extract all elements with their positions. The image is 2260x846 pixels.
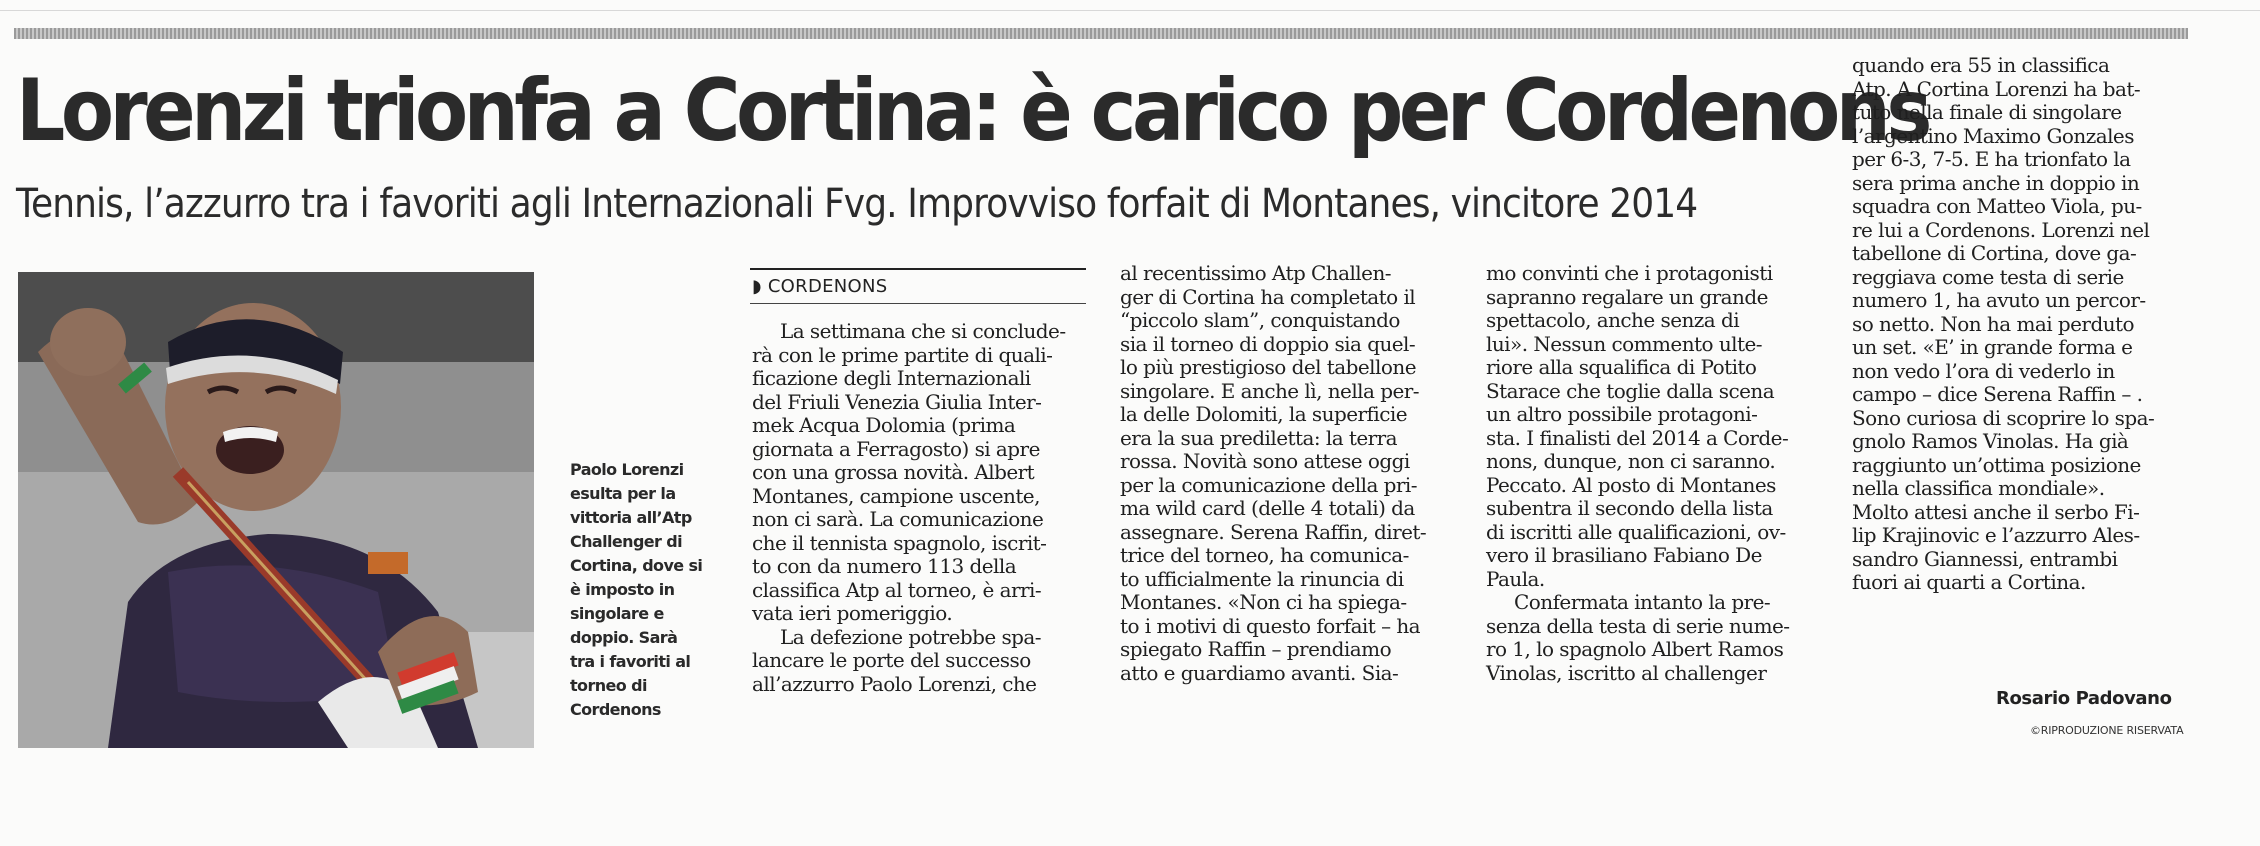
article-text-line: sera prima anche in doppio in [1852, 170, 2140, 195]
article-column-4 [1852, 54, 2192, 595]
article-text-line: tuto nella finale di singolare [1852, 100, 2122, 124]
article-text-line: rà con le prime partite di quali- [752, 342, 1053, 367]
caption-line: Cordenons [570, 700, 661, 719]
article-text-line: che il tennista spagnolo, iscrit- [752, 530, 1047, 555]
article-text-line: Montanes, campione uscente, [752, 483, 1040, 508]
article-text-line: non ci sarà. La comunicazione [752, 507, 1044, 531]
article-text-line: rossa. Novità sono attese oggi [1120, 449, 1410, 473]
article-text-line: mo convinti che i protagonisti [1486, 261, 1773, 285]
article-text-line: vata ieri pomeriggio. [752, 601, 953, 625]
article-text-line: La defezione potrebbe spa- [780, 624, 1042, 649]
section-rule [14, 28, 2188, 39]
article-text-line: lip Krajinovic e l’azzurro Ales- [1852, 523, 2140, 547]
article-text-line: Sono curiosa di scoprire lo spa- [1852, 405, 2155, 430]
article-text-line: assegnare. Serena Raffin, diret- [1120, 519, 1427, 544]
article-text-line: del Friuli Venezia Giulia Inter- [752, 389, 1042, 414]
article-text-line: so netto. Non ha mai perduto [1852, 311, 2135, 336]
copyright-notice: ©RIPRODUZIONE RISERVATA [2030, 724, 2184, 737]
kicker-rule-bottom [750, 303, 1086, 304]
article-text-line: Paula. [1486, 566, 1545, 591]
article-text-line: non vedo l’ora di vederlo in [1852, 358, 2115, 383]
caption-line: doppio. Sarà [570, 628, 678, 647]
article-text-line: La settimana che si conclude- [780, 319, 1066, 343]
article-text-line: gnolo Ramos Vinolas. Ha già [1852, 429, 2129, 453]
article-text-line: senza della testa di serie nume- [1486, 613, 1790, 638]
article-text-line: nons, dunque, non ci saranno. [1486, 449, 1776, 473]
article-text-line: to ufficialmente la rinuncia di [1120, 566, 1404, 591]
article-text-line: sia il torneo di doppio sia quel- [1120, 331, 1416, 356]
article-text-line: sapranno regalare un grande [1486, 284, 1768, 309]
caption-line: torneo di [570, 676, 647, 695]
article-text-line: subentra il secondo della lista [1486, 496, 1773, 520]
article-text-line: spiegato Raffin – prendiamo [1120, 637, 1392, 661]
article-text-line: un set. «E’ in grande forma e [1852, 335, 2133, 359]
article-text-line: raggiunto un’ottima posizione [1852, 452, 2141, 477]
article-text-line: Molto attesi anche il serbo Fi- [1852, 499, 2140, 524]
article-text-line: classifica Atp al torneo, è arri- [752, 577, 1042, 602]
article-text-line: atto e guardiamo avanti. Sia- [1120, 660, 1399, 685]
article-text-line: reggiava come testa di serie [1852, 264, 2124, 289]
caption-line: Paolo Lorenzi [570, 460, 684, 479]
article-text-line: Confermata intanto la pre- [1514, 590, 1771, 614]
article-text-line: Atp. A Cortina Lorenzi ha bat- [1852, 76, 2141, 101]
article-text-line: di iscritti alle qualificazioni, ov- [1486, 519, 1786, 544]
article-text-line: la delle Dolomiti, la superficie [1120, 402, 1407, 426]
article-text-line: re lui a Cordenons. Lorenzi nel [1852, 217, 2150, 242]
author-byline: Rosario Padovano [1996, 688, 2172, 709]
kicker-rule-top [750, 268, 1086, 270]
article-text-line: quando era 55 in classifica [1852, 53, 2110, 77]
article-text-line: fuori ai quarti a Cortina. [1852, 570, 2086, 594]
article-text-line: mek Acqua Dolomia (prima [752, 413, 1016, 437]
article-text-line: Vinolas, iscritto al challenger [1486, 660, 1767, 685]
article-photo [18, 272, 534, 748]
caption-line: Cortina, dove si [570, 556, 703, 575]
article-text-line: lo più prestigioso del tabellone [1120, 355, 1416, 379]
dateline-kicker [752, 276, 888, 298]
article-text-line: Peccato. Al posto di Montanes [1486, 472, 1776, 497]
article-text-line: ma wild card (delle 4 totali) da [1120, 496, 1415, 520]
kicker-text: CORDENONS [767, 276, 888, 297]
article-text-line: nella classifica mondiale». [1852, 476, 2105, 500]
article-text-line: vero il brasiliano Fabiano De [1486, 543, 1762, 567]
photo-caption [570, 458, 703, 722]
article-text-line: ficazione degli Internazionali [752, 366, 1031, 390]
article-text-line: to con da numero 113 della [752, 554, 1017, 578]
article-column-1 [752, 320, 1090, 696]
article-subheadline: Tennis, l’azzurro tra i favoriti agli Internazionali Fvg. Improvviso forfait di Montanes, vincitore 2014 [16, 181, 1698, 227]
article-text-line: lancare le porte del successo [752, 648, 1031, 672]
article-text-line: all’azzurro Paolo Lorenzi, che [752, 671, 1037, 696]
article-text-line: singolare. E anche lì, nella per- [1120, 378, 1419, 403]
article-text-line: un altro possibile protagoni- [1486, 402, 1758, 426]
caption-line: è imposto in [570, 580, 675, 599]
article-text-line: Starace che toglie dalla scena [1486, 378, 1775, 403]
article-text-line: squadra con Matteo Viola, pu- [1852, 194, 2142, 218]
article-text-line: numero 1, ha avuto un percor- [1852, 288, 2146, 312]
page-edge-line [0, 10, 2260, 11]
article-text-line: to i motivi di questo forfait – ha [1120, 613, 1421, 638]
caption-line: esulta per la [570, 484, 676, 503]
article-text-line: “piccolo slam”, conquistando [1120, 308, 1400, 332]
caption-line: Challenger di [570, 532, 683, 551]
article-text-line: per la comunicazione della pri- [1120, 472, 1417, 497]
article-text-line: tabellone di Cortina, dove ga- [1852, 241, 2137, 265]
article-text-line: al recentissimo Atp Challen- [1120, 261, 1391, 285]
article-text-line: sandro Giannessi, entrambi [1852, 546, 2118, 571]
caption-line: vittoria all’Atp [570, 508, 692, 527]
article-text-line: spettacolo, anche senza di [1486, 308, 1740, 332]
article-text-line: ger di Cortina ha completato il [1120, 284, 1416, 309]
article-text-line: lui». Nessun commento ulte- [1486, 331, 1762, 356]
article-column-2 [1120, 262, 1460, 685]
article-text-line: era la sua prediletta: la terra [1120, 425, 1398, 450]
article-text-line: riore alla squalifica di Potito [1486, 355, 1757, 379]
article-headline: Lorenzi trionfa a Cortina: è carico per Cordenons [16, 61, 1928, 161]
article-text-line: con una grossa novità. Albert [752, 460, 1035, 484]
article-text-line: ro 1, lo spagnolo Albert Ramos [1486, 637, 1784, 661]
article-text-line: giornata a Ferragosto) si apre [752, 436, 1040, 461]
article-text-line: l’argentino Maximo Gonzales [1852, 123, 2134, 148]
kicker-marker-icon: ◗ [752, 276, 768, 297]
article-text-line: per 6-3, 7-5. E ha trionfato la [1852, 147, 2131, 171]
caption-line: tra i favoriti al [570, 652, 691, 671]
article-text-line: Montanes. «Non ci ha spiega- [1120, 590, 1407, 614]
article-text-line: sta. I finalisti del 2014 a Corde- [1486, 425, 1789, 450]
photo-tennis-player-celebrating [18, 272, 534, 748]
article-column-3 [1486, 262, 1826, 685]
article-text-line: trice del torneo, ha comunica- [1120, 543, 1409, 567]
caption-line: singolare e [570, 604, 664, 623]
article-text-line: campo – dice Serena Raffin – . [1852, 382, 2143, 406]
